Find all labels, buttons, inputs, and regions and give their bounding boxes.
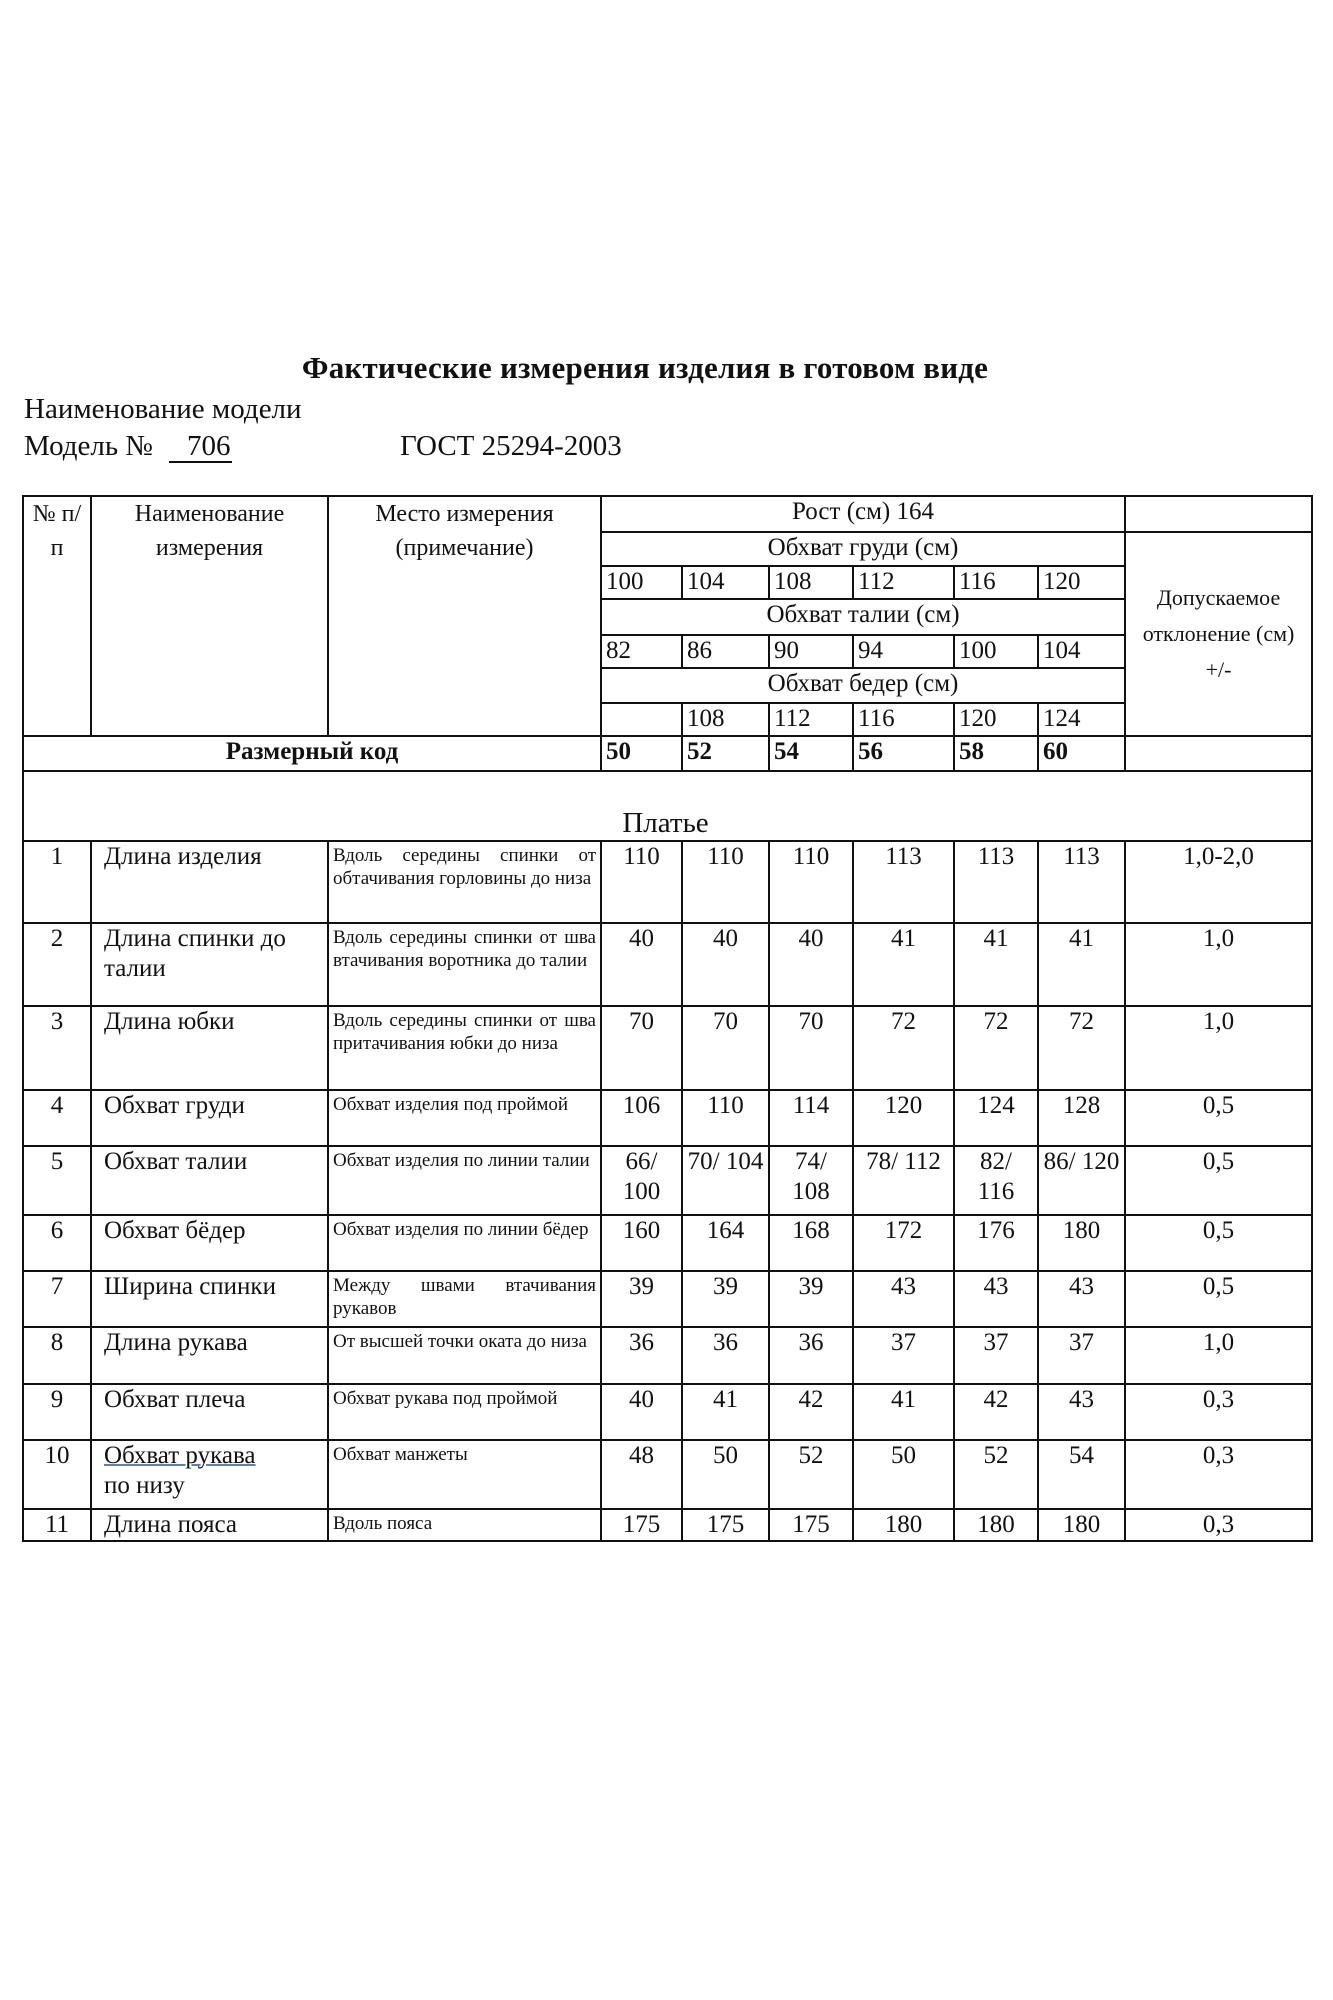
row-tolerance: 1,0 xyxy=(1125,1006,1312,1090)
model-number-value: 706 xyxy=(169,431,233,463)
row-value: 42 xyxy=(954,1384,1038,1440)
chest-size: 116 xyxy=(954,566,1038,599)
chest-size: 100 xyxy=(601,566,682,599)
row-name: Длина изделия xyxy=(91,841,328,923)
table-row xyxy=(23,1440,1312,1509)
row-value: 37 xyxy=(954,1327,1038,1384)
row-value: 180 xyxy=(1038,1509,1125,1541)
row-value: 52 xyxy=(954,1440,1038,1509)
row-value: 70/ 104 xyxy=(682,1146,769,1215)
standard-label: ГОСТ 25294-2003 xyxy=(400,430,622,462)
row-name: Длина пояса xyxy=(91,1509,328,1541)
row-value: 36 xyxy=(601,1327,682,1384)
row-name-underlined: Обхват рукава xyxy=(104,1442,256,1469)
row-value: 42 xyxy=(769,1384,853,1440)
row-value: 40 xyxy=(601,1384,682,1440)
row-value: 160 xyxy=(601,1215,682,1271)
section-label xyxy=(23,771,1312,841)
row-value: 114 xyxy=(769,1090,853,1146)
row-place: Вдоль середины спинки от шва притачивания юбки до низа xyxy=(328,1006,601,1090)
table-row xyxy=(23,1146,1312,1215)
row-value: 180 xyxy=(853,1509,954,1541)
row-name: Длина спинки до талии xyxy=(91,923,328,1006)
row-num: 1 xyxy=(23,841,91,923)
row-tolerance: 0,5 xyxy=(1125,1271,1312,1327)
row-value: 37 xyxy=(1038,1327,1125,1384)
row-place: От высшей точки оката до низа xyxy=(328,1327,601,1384)
row-place: Вдоль пояса xyxy=(328,1509,601,1541)
row-value: 72 xyxy=(954,1006,1038,1090)
row-num: 7 xyxy=(23,1271,91,1327)
row-value: 54 xyxy=(1038,1440,1125,1509)
row-value: 41 xyxy=(954,923,1038,1006)
hips-size: 120 xyxy=(954,703,1038,736)
row-tolerance: 0,5 xyxy=(1125,1146,1312,1215)
row-value: 41 xyxy=(853,923,954,1006)
row-value: 128 xyxy=(1038,1090,1125,1146)
row-name: Обхват талии xyxy=(91,1146,328,1215)
row-num: 6 xyxy=(23,1215,91,1271)
row-num: 11 xyxy=(23,1509,91,1541)
row-tolerance: 0,3 xyxy=(1125,1384,1312,1440)
header-place: Место измерения (примечание) xyxy=(328,496,601,736)
row-value: 168 xyxy=(769,1215,853,1271)
row-value: 180 xyxy=(1038,1215,1125,1271)
row-value: 113 xyxy=(853,841,954,923)
chest-size: 108 xyxy=(769,566,853,599)
row-value: 40 xyxy=(682,923,769,1006)
model-name-label: Наименование модели xyxy=(24,393,302,425)
row-value: 41 xyxy=(853,1384,954,1440)
hips-size: 108 xyxy=(682,703,769,736)
row-tolerance: 1,0 xyxy=(1125,1327,1312,1384)
row-num: 4 xyxy=(23,1090,91,1146)
header-blank xyxy=(1125,496,1312,532)
row-value: 48 xyxy=(601,1440,682,1509)
row-place: Обхват рукава под проймой xyxy=(328,1384,601,1440)
row-value: 175 xyxy=(601,1509,682,1541)
waist-size: 94 xyxy=(853,635,954,668)
row-value: 110 xyxy=(682,1090,769,1146)
row-value: 41 xyxy=(682,1384,769,1440)
hips-size: 116 xyxy=(853,703,954,736)
waist-size: 82 xyxy=(601,635,682,668)
hips-size xyxy=(601,703,682,736)
size-code: 58 xyxy=(954,736,1038,771)
row-value: 120 xyxy=(853,1090,954,1146)
waist-size: 104 xyxy=(1038,635,1125,668)
row-value: 36 xyxy=(769,1327,853,1384)
row-value: 43 xyxy=(1038,1384,1125,1440)
model-number-label: Модель № xyxy=(24,430,153,462)
row-value: 72 xyxy=(853,1006,954,1090)
row-name: Длина рукава xyxy=(91,1327,328,1384)
row-place: Вдоль середины спинки от шва втачивания воротника до талии xyxy=(328,923,601,1006)
table-row xyxy=(23,1006,1312,1090)
hips-size: 112 xyxy=(769,703,853,736)
row-tolerance: 1,0 xyxy=(1125,923,1312,1006)
row-value: 86/ 120 xyxy=(1038,1146,1125,1215)
row-place: Вдоль середины спинки от обтачивания горловины до низа xyxy=(328,841,601,923)
table-row xyxy=(23,1327,1312,1384)
row-value: 72 xyxy=(1038,1006,1125,1090)
row-value: 82/ 116 xyxy=(954,1146,1038,1215)
row-num: 3 xyxy=(23,1006,91,1090)
model-number-line xyxy=(24,430,232,463)
waist-size: 90 xyxy=(769,635,853,668)
row-value: 43 xyxy=(853,1271,954,1327)
row-name: Обхват груди xyxy=(91,1090,328,1146)
row-value: 110 xyxy=(601,841,682,923)
row-value: 40 xyxy=(601,923,682,1006)
row-tolerance: 0,5 xyxy=(1125,1090,1312,1146)
row-value: 70 xyxy=(601,1006,682,1090)
row-value: 70 xyxy=(682,1006,769,1090)
row-tolerance: 0,3 xyxy=(1125,1440,1312,1509)
row-value: 180 xyxy=(954,1509,1038,1541)
row-tolerance: 1,0-2,0 xyxy=(1125,841,1312,923)
size-code: 56 xyxy=(853,736,954,771)
row-value: 70 xyxy=(769,1006,853,1090)
row-place: Обхват изделия по линии бёдер xyxy=(328,1215,601,1271)
table-row xyxy=(23,1509,1312,1541)
table-row xyxy=(23,923,1312,1006)
row-value: 39 xyxy=(601,1271,682,1327)
table-row xyxy=(23,1271,1312,1327)
row-value: 110 xyxy=(769,841,853,923)
header-waist-label: Обхват талии (см) xyxy=(601,599,1125,635)
document-title: Фактические измерения изделия в готовом виде xyxy=(301,350,989,385)
row-name: Обхват бёдер xyxy=(91,1215,328,1271)
row-name: Обхват плеча xyxy=(91,1384,328,1440)
row-value: 39 xyxy=(682,1271,769,1327)
row-num: 5 xyxy=(23,1146,91,1215)
row-value: 41 xyxy=(1038,923,1125,1006)
row-value: 36 xyxy=(682,1327,769,1384)
waist-size: 86 xyxy=(682,635,769,668)
table-row xyxy=(23,1384,1312,1440)
row-value: 43 xyxy=(954,1271,1038,1327)
size-code-label: Размерный код xyxy=(23,736,601,771)
row-place: Обхват изделия по линии талии xyxy=(328,1146,601,1215)
row-value: 52 xyxy=(769,1440,853,1509)
table-row xyxy=(23,841,1312,923)
row-tolerance: 0,3 xyxy=(1125,1509,1312,1541)
row-num: 9 xyxy=(23,1384,91,1440)
chest-size: 120 xyxy=(1038,566,1125,599)
row-value: 124 xyxy=(954,1090,1038,1146)
row-num: 8 xyxy=(23,1327,91,1384)
row-value: 50 xyxy=(853,1440,954,1509)
row-tolerance: 0,5 xyxy=(1125,1215,1312,1271)
row-value: 50 xyxy=(682,1440,769,1509)
size-code: 60 xyxy=(1038,736,1125,771)
row-value: 175 xyxy=(682,1509,769,1541)
chest-size: 112 xyxy=(853,566,954,599)
row-name-rest: по низу xyxy=(104,1472,185,1499)
row-value: 78/ 112 xyxy=(853,1146,954,1215)
header-tolerance: Допускаемое отклонение (см) +/- xyxy=(1125,532,1312,736)
row-value: 172 xyxy=(853,1215,954,1271)
chest-size: 104 xyxy=(682,566,769,599)
row-value: 110 xyxy=(682,841,769,923)
row-value: 37 xyxy=(853,1327,954,1384)
header-hips-label: Обхват бедер (см) xyxy=(601,668,1125,703)
row-value: 176 xyxy=(954,1215,1038,1271)
row-value: 113 xyxy=(954,841,1038,923)
header-chest-label: Обхват груди (см) xyxy=(601,532,1125,566)
hips-size: 124 xyxy=(1038,703,1125,736)
section-label-text: Платье xyxy=(622,807,709,839)
size-code-blank xyxy=(1125,736,1312,771)
row-name: Длина юбки xyxy=(91,1006,328,1090)
row-value: 74/ 108 xyxy=(769,1146,853,1215)
row-num: 2 xyxy=(23,923,91,1006)
size-code: 54 xyxy=(769,736,853,771)
row-value: 40 xyxy=(769,923,853,1006)
row-value: 113 xyxy=(1038,841,1125,923)
table-row xyxy=(23,1090,1312,1146)
row-value: 164 xyxy=(682,1215,769,1271)
waist-size: 100 xyxy=(954,635,1038,668)
row-value: 39 xyxy=(769,1271,853,1327)
size-code: 50 xyxy=(601,736,682,771)
row-name xyxy=(91,1440,328,1509)
header-height: Рост (см) 164 xyxy=(601,496,1125,532)
row-value: 66/ 100 xyxy=(601,1146,682,1215)
measurements-table xyxy=(22,495,1313,1542)
row-value: 43 xyxy=(1038,1271,1125,1327)
row-value: 175 xyxy=(769,1509,853,1541)
header-num: № п/п xyxy=(23,496,91,736)
row-place: Обхват манжеты xyxy=(328,1440,601,1509)
header-name: Наименование измерения xyxy=(91,496,328,736)
table-row xyxy=(23,1215,1312,1271)
size-code: 52 xyxy=(682,736,769,771)
row-place: Между швами втачивания рукавов xyxy=(328,1271,601,1327)
row-place: Обхват изделия под проймой xyxy=(328,1090,601,1146)
row-name: Ширина спинки xyxy=(91,1271,328,1327)
row-num: 10 xyxy=(23,1440,91,1509)
row-value: 106 xyxy=(601,1090,682,1146)
